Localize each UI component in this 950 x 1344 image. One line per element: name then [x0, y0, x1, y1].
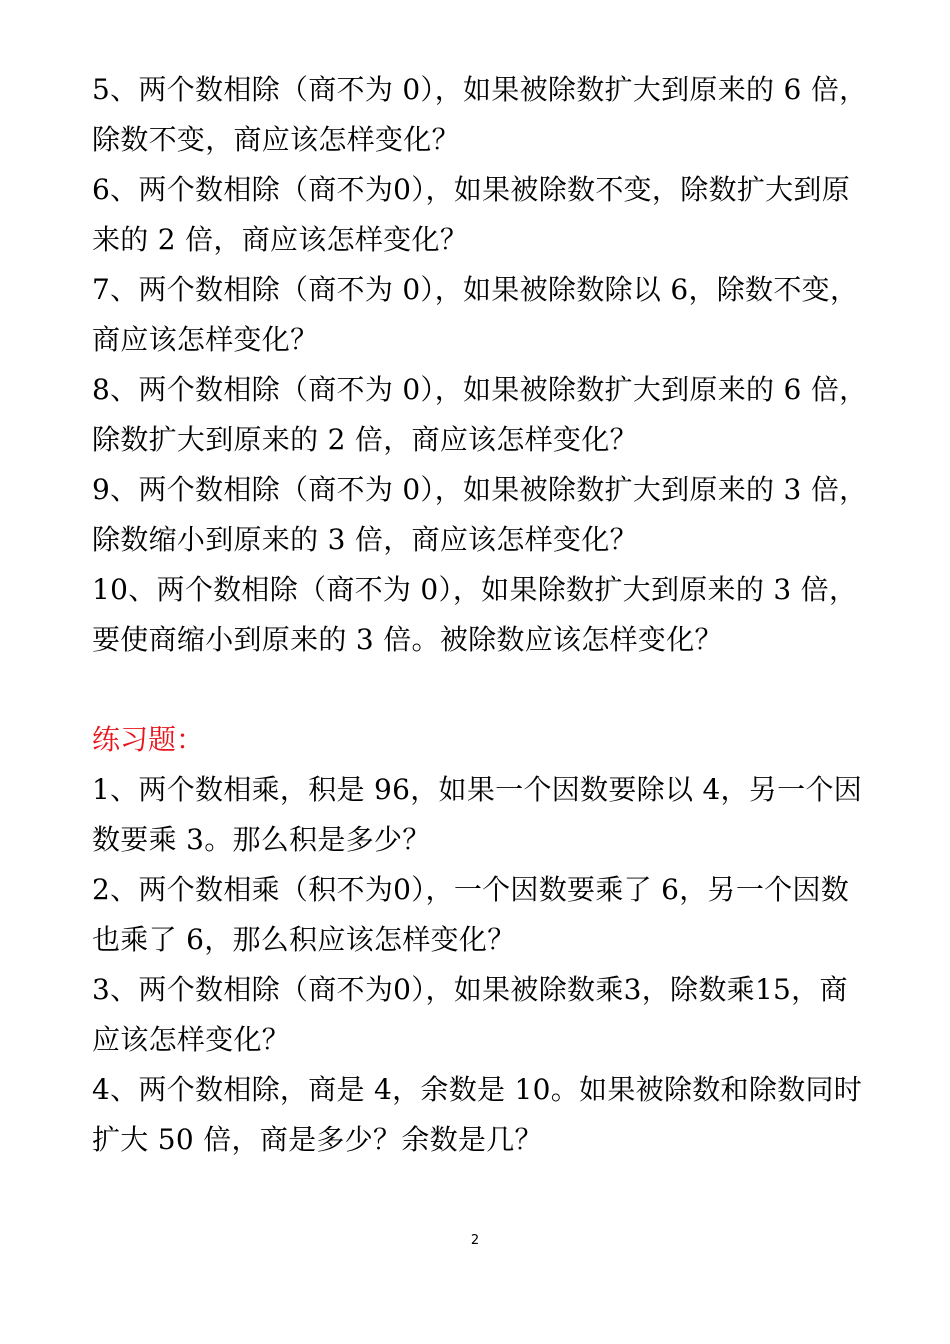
question-line: 来的 2 倍，商应该怎样变化？ — [92, 223, 469, 256]
exercise-line: 数要乘 3。那么积是多少？ — [92, 823, 431, 856]
question-6 — [92, 165, 882, 265]
exercise-line: 3、两个数相除（商不为0），如果被除数乘3，除数乘15，商 — [92, 973, 848, 1006]
exercise-line: 2、两个数相乘（积不为0），一个因数要乘了 6，另一个因数 — [92, 873, 850, 906]
question-10 — [92, 565, 882, 665]
question-line: 除数扩大到原来的 2 倍，商应该怎样变化？ — [92, 423, 638, 456]
question-list — [92, 65, 882, 665]
exercise-line: 1、两个数相乘，积是 96，如果一个因数要除以 4，另一个因 — [92, 773, 863, 806]
question-5 — [92, 65, 882, 165]
exercise-2 — [92, 865, 882, 965]
question-line: 除数缩小到原来的 3 倍，商应该怎样变化？ — [92, 523, 638, 556]
exercise-1 — [92, 765, 882, 865]
exercise-line: 扩大 50 倍，商是多少？余数是几？ — [92, 1123, 543, 1156]
question-line: 除数不变，商应该怎样变化？ — [92, 123, 460, 156]
exercise-line: 应该怎样变化？ — [92, 1023, 291, 1056]
question-line: 9、两个数相除（商不为 0），如果被除数扩大到原来的 3 倍， — [92, 473, 868, 506]
question-line: 5、两个数相除（商不为 0），如果被除数扩大到原来的 6 倍， — [92, 73, 868, 106]
question-line: 8、两个数相除（商不为 0），如果被除数扩大到原来的 6 倍， — [92, 373, 868, 406]
exercise-list — [92, 765, 882, 1165]
question-line: 10、两个数相除（商不为 0），如果除数扩大到原来的 3 倍， — [92, 573, 858, 606]
question-8 — [92, 365, 882, 465]
question-line: 要使商缩小到原来的 3 倍。被除数应该怎样变化？ — [92, 623, 723, 656]
exercise-3 — [92, 965, 882, 1065]
question-line: 6、两个数相除（商不为0），如果被除数不变，除数扩大到原 — [92, 173, 851, 206]
question-9 — [92, 465, 882, 565]
question-line: 商应该怎样变化？ — [92, 323, 319, 356]
exercise-heading: 练习题： — [92, 723, 205, 756]
question-7 — [92, 265, 882, 365]
page-number: 2 — [470, 1233, 480, 1248]
question-line: 7、两个数相除（商不为 0），如果被除数除以 6，除数不变， — [92, 273, 859, 306]
exercise-line: 也乘了 6，那么积应该怎样变化？ — [92, 923, 516, 956]
exercise-line: 4、两个数相除，商是 4，余数是 10。如果被除数和除数同时 — [92, 1073, 863, 1106]
exercise-4 — [92, 1065, 882, 1165]
